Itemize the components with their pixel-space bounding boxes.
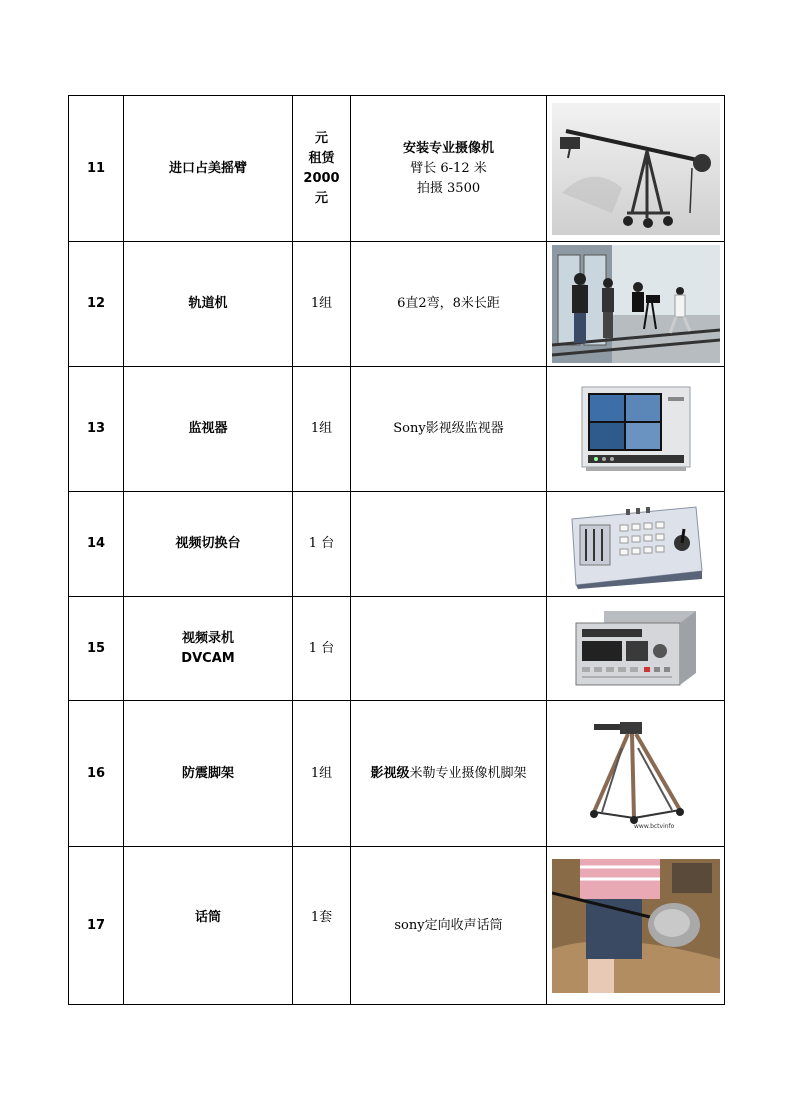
row-number: 15: [69, 597, 124, 701]
equipment-name-line: 进口占美摇臂: [168, 160, 247, 176]
quantity-line: 1 台: [308, 536, 335, 551]
video-monitor-icon: [580, 385, 692, 473]
equipment-image-cell: [547, 367, 725, 492]
quantity: [293, 597, 351, 701]
quantity-line: 1组: [310, 296, 333, 311]
description-line: sony定向收声话筒: [394, 917, 503, 933]
description: [351, 597, 547, 701]
description: [351, 847, 547, 1005]
description-bold: 安装专业摄像机: [402, 140, 494, 156]
description-line: Sony影视级监视器: [393, 421, 504, 436]
equipment-name: [124, 96, 293, 242]
row-number: 14: [69, 492, 124, 597]
equipment-image-cell: [547, 847, 725, 1005]
equipment-image-cell: [547, 242, 725, 367]
row-number: 11: [69, 96, 124, 242]
table-row: [69, 847, 725, 1005]
equipment-name-line: 轨道机: [188, 296, 228, 311]
equipment-name-line: 视频切换台: [175, 536, 241, 551]
description: [351, 96, 547, 242]
description: [351, 367, 547, 492]
quantity: [293, 367, 351, 492]
quantity-line: 租赁: [308, 150, 335, 166]
description-line: 6直2弯，8米长距: [397, 296, 500, 311]
description-line: 米勒专业摄像机脚架: [409, 765, 527, 781]
quantity: [293, 96, 351, 242]
quantity-line: 1组: [310, 765, 333, 781]
camera-jib-crane-icon: [552, 103, 720, 235]
quantity: [293, 242, 351, 367]
description: [351, 492, 547, 597]
shotgun-microphone-icon: [552, 859, 720, 993]
quantity-line: 1 台: [308, 640, 335, 656]
equipment-name-line: 防震脚架: [181, 765, 234, 781]
quantity-line: 2000: [303, 170, 340, 186]
description-bold: 影视级: [370, 765, 410, 781]
table-row: [69, 96, 725, 242]
equipment-name-line: 视频录机: [181, 630, 234, 646]
quantity-line: 元: [314, 190, 328, 206]
tripod-watermark-text: www.bctvinfo: [633, 822, 674, 830]
description: [351, 701, 547, 847]
equipment-image-cell: [547, 597, 725, 701]
equipment-image-cell: [547, 492, 725, 597]
table-row: [69, 597, 725, 701]
equipment-name-line: 监视器: [188, 421, 228, 436]
row-number: 13: [69, 367, 124, 492]
video-recorder-icon: [574, 609, 698, 689]
quantity-line: 1组: [310, 421, 333, 436]
table-row: [69, 701, 725, 847]
equipment-image-cell: [547, 96, 725, 242]
quantity-line: 元: [314, 130, 328, 146]
quantity-line: 1套: [310, 909, 333, 925]
video-switcher-icon: [566, 499, 706, 589]
quantity: [293, 701, 351, 847]
table-row: [69, 242, 725, 367]
equipment-name-line: DVCAM: [181, 650, 235, 666]
description-line: 拍摄 3500: [416, 180, 481, 196]
equipment-name: [124, 701, 293, 847]
equipment-name: [124, 597, 293, 701]
row-number: 12: [69, 242, 124, 367]
equipment-name: [124, 367, 293, 492]
equipment-table: [68, 95, 725, 1005]
table-row: [69, 492, 725, 597]
equipment-name: [124, 242, 293, 367]
description: [351, 242, 547, 367]
row-number: 16: [69, 701, 124, 847]
camera-dolly-track-icon: [552, 245, 720, 363]
quantity: [293, 492, 351, 597]
description-line: 臂长 6-12 米: [410, 160, 487, 176]
camera-tripod-icon: [576, 718, 696, 830]
equipment-name: [124, 492, 293, 597]
table-row: [69, 367, 725, 492]
equipment-name: [124, 847, 293, 1005]
equipment-image-cell: [547, 701, 725, 847]
quantity: [293, 847, 351, 1005]
row-number: 17: [69, 847, 124, 1005]
equipment-name-line: 话筒: [194, 909, 221, 925]
